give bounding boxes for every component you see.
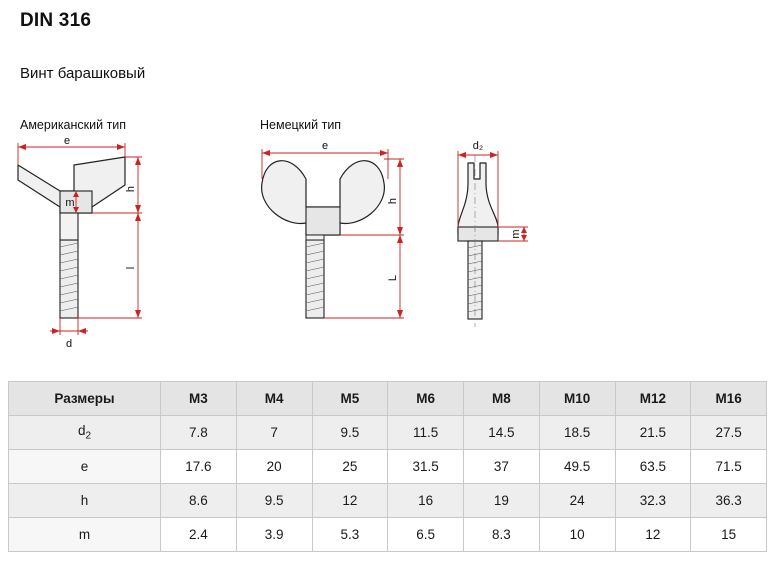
row-label-d2-base: d (77, 423, 86, 439)
cell: 20 (236, 450, 312, 484)
column-header-m12: M12 (615, 382, 691, 416)
dim-label-L-german: L (387, 274, 399, 282)
cell: 7 (236, 416, 312, 450)
technical-drawings (0, 135, 774, 370)
cell: 12 (312, 484, 388, 518)
cell: 8.6 (161, 484, 237, 518)
cell: 15 (691, 518, 767, 552)
cell: 7.8 (161, 416, 237, 450)
table-row (9, 484, 767, 518)
cell: 17.6 (161, 450, 237, 484)
row-label-d2-sub: 2 (85, 430, 92, 442)
column-header-m10: M10 (539, 382, 615, 416)
cell: 9.5 (312, 416, 388, 450)
cell: 10 (539, 518, 615, 552)
row-label-h: h (9, 484, 161, 518)
cell: 19 (464, 484, 540, 518)
cell: 16 (388, 484, 464, 518)
cell: 14.5 (464, 416, 540, 450)
column-header-m8: M8 (464, 382, 540, 416)
cell: 25 (312, 450, 388, 484)
drawing-american-type (18, 135, 142, 350)
figure-caption-american: Американский тип (20, 118, 127, 132)
cell: 36.3 (691, 484, 767, 518)
cell: 31.5 (388, 450, 464, 484)
cell: 27.5 (691, 416, 767, 450)
cell: 5.3 (312, 518, 388, 552)
table-header (9, 382, 767, 416)
column-header-m4: M4 (236, 382, 312, 416)
cell: 21.5 (615, 416, 691, 450)
dimensions-table (8, 381, 767, 552)
dim-label-d2-side: d₂ (472, 140, 484, 152)
dim-label-h-german: h (387, 197, 399, 205)
cell: 6.5 (388, 518, 464, 552)
cell: 8.3 (464, 518, 540, 552)
drawing-german-type (262, 140, 404, 318)
cell: 37 (464, 450, 540, 484)
cell: 2.4 (161, 518, 237, 552)
cell: 12 (615, 518, 691, 552)
cell: 32.3 (615, 484, 691, 518)
row-label-m: m (9, 518, 161, 552)
dim-label-e-american: e (63, 135, 71, 147)
column-header-m3: M3 (161, 382, 237, 416)
column-header-m6: M6 (388, 382, 464, 416)
table-body (9, 416, 767, 552)
dim-label-d-american: d (65, 338, 73, 350)
column-header-m16: M16 (691, 382, 767, 416)
dim-label-m-side: m (510, 229, 522, 239)
dim-label-m-american: m (65, 197, 75, 209)
drawing-svg (0, 135, 774, 370)
product-name: Винт барашковый (20, 65, 146, 82)
cell: 3.9 (236, 518, 312, 552)
dimensions-table-wrapper (8, 381, 766, 552)
cell: 18.5 (539, 416, 615, 450)
column-header-m5: M5 (312, 382, 388, 416)
figure-caption-german: Немецкий тип (260, 118, 342, 132)
row-label-e: e (9, 450, 161, 484)
page-title: DIN 316 (20, 10, 92, 31)
dim-label-l-american: l (125, 266, 137, 270)
dim-label-e-german: e (321, 140, 329, 152)
table-row (9, 518, 767, 552)
cell: 24 (539, 484, 615, 518)
row-label-d2 (9, 416, 161, 450)
cell: 63.5 (615, 450, 691, 484)
table-row (9, 416, 767, 450)
cell: 71.5 (691, 450, 767, 484)
drawing-side-view (458, 140, 528, 327)
cell: 9.5 (236, 484, 312, 518)
table-header-row (9, 382, 767, 416)
column-header-sizes: Размеры (9, 382, 161, 416)
dim-label-h-american: h (125, 185, 137, 193)
cell: 49.5 (539, 450, 615, 484)
cell: 11.5 (388, 416, 464, 450)
table-row (9, 450, 767, 484)
